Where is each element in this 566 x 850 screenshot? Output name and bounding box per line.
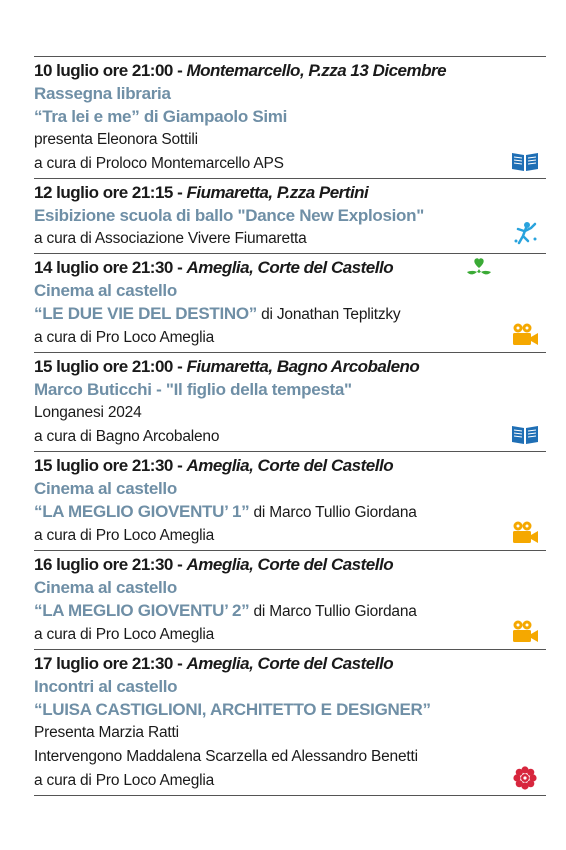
event-time: luglio ore 21:30 bbox=[51, 654, 173, 673]
event-item bbox=[34, 353, 546, 452]
event-detail-line: Presenta Marzia Ratti bbox=[34, 724, 179, 741]
event-place: Fiumaretta, Bagno Arcobaleno bbox=[186, 357, 420, 376]
movie-camera-icon bbox=[508, 519, 542, 547]
dash-separator: - bbox=[172, 555, 187, 574]
event-detail-line: a cura di Associazione Vivere Fiumaretta bbox=[34, 230, 307, 247]
event-date: 15 bbox=[34, 357, 52, 376]
event-place: Fiumaretta, P.zza Pertini bbox=[186, 183, 369, 202]
event-detail-line: a cura di Pro Loco Ameglia bbox=[34, 772, 215, 789]
event-place: Ameglia, Corte del Castello bbox=[186, 456, 394, 475]
event-date: 12 bbox=[34, 183, 52, 202]
dash-separator: - bbox=[172, 654, 187, 673]
event-title-line bbox=[34, 500, 546, 524]
event-place: Ameglia, Corte del Castello bbox=[186, 555, 394, 574]
event-title-text: “LE DUE VIE DEL DESTINO” bbox=[34, 304, 257, 323]
event-title-line bbox=[34, 576, 546, 599]
dancer-icon bbox=[508, 219, 542, 247]
event-title-line bbox=[34, 302, 546, 326]
event-time: luglio ore 21:30 bbox=[51, 555, 173, 574]
event-title-text: Marco Buticchi - "Il figlio della tempesta" bbox=[34, 380, 352, 399]
event-header bbox=[34, 652, 546, 675]
event-header bbox=[34, 59, 546, 82]
event-time: luglio ore 21:30 bbox=[51, 258, 173, 277]
event-title-text: “LA MEGLIO GIOVENTU’ 1” bbox=[34, 502, 250, 521]
event-title-line bbox=[34, 82, 546, 105]
dash-separator: - bbox=[172, 183, 187, 202]
event-title-line bbox=[34, 378, 546, 401]
event-item bbox=[34, 254, 546, 353]
event-title-line bbox=[34, 698, 546, 721]
event-title-line bbox=[34, 477, 546, 500]
event-date: 15 bbox=[34, 456, 52, 475]
event-detail-line: a cura di Pro Loco Ameglia bbox=[34, 329, 215, 346]
event-time: luglio ore 21:30 bbox=[51, 456, 173, 475]
dash-separator: - bbox=[172, 456, 187, 475]
event-item bbox=[34, 179, 546, 254]
event-time: luglio ore 21:00 bbox=[51, 357, 173, 376]
event-title-text: “LUISA CASTIGLIONI, ARCHITETTO E DESIGNER” bbox=[34, 700, 431, 719]
event-title-line bbox=[34, 105, 546, 128]
movie-camera-icon bbox=[508, 618, 542, 646]
event-title-text: “Tra lei e me” di Giampaolo Simi bbox=[34, 107, 288, 126]
event-title-text: Cinema al castello bbox=[34, 479, 177, 498]
event-date: 17 bbox=[34, 654, 52, 673]
event-detail-line: a cura di Pro Loco Ameglia bbox=[34, 626, 215, 643]
event-time: luglio ore 21:00 bbox=[51, 61, 173, 80]
event-place: Ameglia, Corte del Castello bbox=[186, 258, 394, 277]
event-director: di Jonathan Teplitzky bbox=[256, 306, 401, 323]
event-detail-line: Intervengono Maddalena Scarzella ed Alessandro Benetti bbox=[34, 748, 418, 765]
heart-plant-icon bbox=[462, 254, 496, 282]
event-item bbox=[34, 452, 546, 551]
event-detail-line: a cura di Pro Loco Ameglia bbox=[34, 527, 215, 544]
event-title-text: Esibizione scuola di ballo "Dance New Explosion" bbox=[34, 206, 424, 225]
event-director: di Marco Tullio Giordana bbox=[249, 504, 417, 521]
event-title-text: Cinema al castello bbox=[34, 578, 177, 597]
event-director: di Marco Tullio Giordana bbox=[249, 603, 417, 620]
book-icon bbox=[508, 147, 542, 175]
event-item bbox=[34, 57, 546, 179]
event-detail-line: presenta Eleonora Sottili bbox=[34, 131, 198, 148]
event-header bbox=[34, 454, 546, 477]
event-title-text: Cinema al castello bbox=[34, 281, 177, 300]
event-detail-line: Longanesi 2024 bbox=[34, 404, 142, 421]
event-detail-line: a cura di Proloco Montemarcello APS bbox=[34, 155, 284, 172]
ornament-icon bbox=[508, 764, 542, 792]
dash-separator: - bbox=[172, 258, 187, 277]
event-detail-line: a cura di Bagno Arcobaleno bbox=[34, 428, 220, 445]
event-title-text: Incontri al castello bbox=[34, 677, 178, 696]
event-header bbox=[34, 181, 546, 204]
book-icon bbox=[508, 420, 542, 448]
event-item bbox=[34, 551, 546, 650]
event-title-line bbox=[34, 599, 546, 623]
event-title-text: “LA MEGLIO GIOVENTU’ 2” bbox=[34, 601, 250, 620]
event-header bbox=[34, 553, 546, 576]
event-item bbox=[34, 650, 546, 796]
dash-separator: - bbox=[172, 357, 187, 376]
event-title-line bbox=[34, 279, 546, 302]
events-list bbox=[34, 56, 546, 796]
event-place: Montemarcello, P.zza 13 Dicembre bbox=[186, 61, 447, 80]
event-title-line bbox=[34, 204, 546, 227]
event-date: 14 bbox=[34, 258, 52, 277]
event-title-line bbox=[34, 675, 546, 698]
movie-camera-icon bbox=[508, 321, 542, 349]
event-time: luglio ore 21:15 bbox=[51, 183, 173, 202]
dash-separator: - bbox=[172, 61, 187, 80]
event-date: 10 bbox=[34, 61, 52, 80]
event-date: 16 bbox=[34, 555, 52, 574]
event-title-text: Rassegna libraria bbox=[34, 84, 171, 103]
event-header bbox=[34, 355, 546, 378]
event-place: Ameglia, Corte del Castello bbox=[186, 654, 394, 673]
